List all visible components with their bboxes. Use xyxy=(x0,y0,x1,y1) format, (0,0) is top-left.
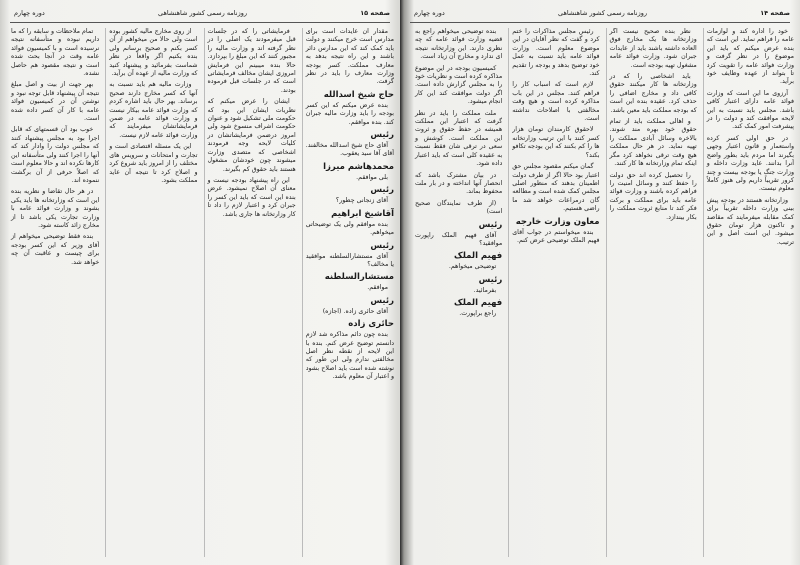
paragraph: در بیان مشترک باشد که انحصار آنها انداخته و در بار ملت محفوظ بماند. xyxy=(415,171,503,196)
paragraph: نظر بنده صحیح نیست اگر وزارتخانه ها یک مخارج فوق العاده داشته باشند باید از عایدات جبران شود. وزارت فوائد عامه مشغول تهیه بودجه است. xyxy=(609,28,697,69)
paragraph: بنده موافقم ولی یک توضیحاتی میخواهم. xyxy=(305,220,394,237)
paragraph: بنده توضیحی میخواهم راجع به قضیه وزارت فوائد عامه که چه نظری دارند. این وزارتخانه نتیجه ای ندارد و مخارج آن زیاد است. xyxy=(415,28,503,61)
newspaper-page-right xyxy=(400,0,800,565)
paragraph: را تحصیل کرده اند حق دولت را حفظ کنند و وسائل امنیت را فراهم کرده باشند و وزارت فوائد عامه باید برای مملکت و برکت فکر کند تا منابع ثروت مملکت را بکار بیندازد. xyxy=(609,171,697,221)
speaker-heading: رئیس xyxy=(478,219,503,230)
paragraph: باید اشخاصی را که در وزارتخانه ها کار میکنند حقوق کافی داد و مخارج اضافی را حذف کرد. عقیده بنده این است که بودجه مملکت باید معین باشد. xyxy=(609,73,697,114)
paragraph: ایشان را عرض میکنم که نظریات ایشان این بود که حکومت ملی تشکیل شود و عنوان حکومت اشراف منسوخ شود ولی امروز درضمن فرمایشاتشان در کلیات لایحه وجه فرمودند اشخاصی که متصدی وزارت میشوند چون خودشان مشغول هستند باید حقوق کم بگیرند. xyxy=(207,98,296,173)
speaker-heading: رئیس xyxy=(478,274,503,285)
paragraph: ملت مملکت را باید در نظر گرفت که اعتبار این مملکت همیشه در حفظ حقوق و ثروت این مملکت است. کوشش و سعی در ترقی شان فقط نسبت به عقیده کلی است که باید اعتبار داده شود. xyxy=(415,109,503,168)
speaker-heading: رئیس xyxy=(370,130,394,141)
paragraph: در هر حال تقاضا و نظریه بنده این است که وزارتخانه ها باید یکی بشوند و وزارت فوائد عامه با وزارت تجارت یکی باشد تا از مخارج زائد کاسته شود. xyxy=(11,188,100,229)
paragraph: آقای حائری زاده. (اجازه) xyxy=(322,307,388,315)
text-column xyxy=(606,28,697,557)
issue-label: دوره چهارم xyxy=(14,9,45,17)
speaker-heading: رئیس xyxy=(370,295,394,306)
paragraph: آقای زنجانی چطور؟ xyxy=(335,197,388,205)
paragraph: خوب بود آن قسمتهای که قابل اجرا بود به مجلس پیشنهاد کنند که مجلس دولت را وادار کند که آنها را اجرا کنند ولی متأسفانه این کارها نکرده اند و حالا معلوم است که اصلاً حرفی از آن برگشت ننموده اند. xyxy=(11,126,100,184)
text-column xyxy=(703,28,794,557)
paragraph: و اهالی مملکت باید از تمام حقوق خود بهره مند شوند. بالاخره وسائل آبادی مملکت را تهیه نماید. در هر حال مملکت هیچ وقت ترقی نخواهد کرد مگر اینکه تمام وزارتخانه ها کار کنند. xyxy=(609,118,697,168)
speaker-heading: محمدهاشم میرزا xyxy=(323,161,394,172)
speaker-heading: حائری زاده xyxy=(348,319,394,330)
paragraph: رئیس مجلس مذاکرات را ختم کرد و گفت که نظر آقایان در این موضوع معلوم است. وزارت فوائد عامه باید نسبت به عمل خود توضیح بدهد و بودجه را تقدیم کند. xyxy=(512,28,600,78)
header-divider xyxy=(410,22,790,23)
page-header xyxy=(14,8,390,18)
paragraph: بفرمائید. xyxy=(473,286,497,294)
speaker-heading: مستشارالسلطنه xyxy=(324,272,394,283)
text-column xyxy=(412,28,502,557)
paragraph: در حق اولی کسر کرده واستعمار و قانون اعتبار وجهی بگیرند اما مردم باید بطور واضح آنرا بدانند. عاید وزارت داخله و وزارت جنگ یا بودجه بیست و چند کرور تقریباً داریم ولی هنوز کاملاً معلوم نیست. xyxy=(706,134,794,193)
paragraph: آرزوی ما این است که وزارت فوائد عامه دارای اعتبار کافی باشد. مجلس باید نسبت به این لایحه موافقت کند و دولت را در پیشرفت امور کمک کند. xyxy=(706,89,794,131)
paragraph: آقای فهیم الملک راپورت موافقید؟ xyxy=(415,231,503,247)
paragraph: وزارت مالیه هم باید نسبت به آنها که کسر مخارج دارند صحیح برساند. بهر حال باید اشاره کردم که وزارت فوائد عامه بیکار نیست و وزارت فوائد عامه در ضمن فرمایشاتشان میفرمایند که وزارت فوائد عامه لازم نیست. xyxy=(109,81,198,139)
speaker-heading: معاون وزارت خارجه xyxy=(515,216,600,227)
paragraph: بلی موافقم. xyxy=(356,173,388,181)
newspaper-title: روزنامه رسمی کشور شاهنشاهی xyxy=(558,9,647,17)
paragraph: خود را اداره کند و لوازمات عامه را فراهم نماید. این است که بنده عرض میکنم که باید این موضوع را در نظر گرفت و وزارت فوائد عامه را تقویت کرد تا بتواند از عهده وظایف خود برآید. xyxy=(706,28,794,86)
paragraph: توضیحی میخواهم. xyxy=(448,263,497,271)
text-column xyxy=(508,28,599,557)
paragraph: این راه پیشنهاد بودجه نیست و معنای آن اصلاح نمیشود. عرض بنده این است که باید این کسر را جبران کرد و اعتبار لازم را داد تا کار وزارتخانه ها جاری باشد. xyxy=(207,176,296,218)
paragraph: این یک مسئله اقتصادی است و تجارت و امتحانات و سرویس های مختلف را از امروز باید شروع کرد و اصلاح کرد تا نتیجه آن عاید مملکت بشود. xyxy=(109,143,198,184)
paragraph: آقای حاج شیخ اسدالله مخالفند. آقای آقا سید یعقوب. xyxy=(305,142,394,158)
paragraph: گمان میکنم مقصود مجلس حق اعتبار بود حالا اگر از طرف دولت اطمینان بدهند که منظور اصلی مجلس کمک شده است و مطالعه گان درمراعات خواهد شد ما راضی هستیم. xyxy=(512,163,600,213)
paragraph: تمام ملاحظات و سابقه را که ما داریم نبوده و متأسفانه نتیجه نرسیده است و با کمیسیون فوائد عامه وقت در آنجا بحث شده است و نتیجه مقصود هم حاصل نشده. xyxy=(10,28,100,78)
paragraph: لاحقوق کارمندان تومان هزار کسر کنند با این ترتیب وزارتخانه ها را کم بکنند که این بودجه تکافو بکند؟ xyxy=(512,126,600,159)
speaker-heading: فهیم الملک xyxy=(454,251,503,262)
paragraph: بنده عرض میکنم که این کسر بودجه را باید وزارت مالیه جبران کند. بنده موافقم. xyxy=(305,101,394,126)
page-number: صفحه ۱۵ xyxy=(360,9,390,17)
speaker-heading: رئیس xyxy=(370,240,394,251)
paragraph: راجع براپورت. xyxy=(459,310,497,318)
paragraph: (از طرف نمایندگان صحیح است) xyxy=(415,199,503,216)
text-column xyxy=(204,28,296,557)
header-divider xyxy=(10,22,390,23)
speaker-heading: آقاشیخ ابراهیم xyxy=(331,208,394,219)
page-number: صفحه ۱۴ xyxy=(760,9,790,17)
newspaper-title: روزنامه رسمی کشور شاهنشاهی xyxy=(158,9,247,17)
text-column xyxy=(8,28,99,557)
paragraph: مقدار آن عایدات است برای مدارس است خرج میکنند و دولت باید کمک کند که این مدارس دائر باشند و این راه نتیجه بدهد به معارف مملکت. کسر بودجه وزارت معارف را باید در نظر گرفت. xyxy=(305,28,394,86)
text-column xyxy=(302,28,394,557)
text-column xyxy=(105,28,197,557)
paragraph: بنده میخواستم در جواب آقای فهیم الملک توضیحی عرض کنم. xyxy=(512,228,600,244)
issue-label: دوره چهارم xyxy=(414,9,445,17)
paragraph: لازم است که اسباب کار را فراهم کنند. مجلس در این باب مذاکره کرده است و هیچ وقت مخالفتی با اصلاحات نداشته است. xyxy=(512,81,600,123)
speaker-heading: حاج شیخ اسدالله xyxy=(323,89,394,100)
paragraph: بنده چون دائم مذاکره شد لازم دانستم توضیح عرض کنم. بنده با این لایحه از نقطه نظر اصل مخالفتی ندارم ولی این طور که نوشته شده است باید اصلاح بشود و اعتبار آن معلوم باشد. xyxy=(305,331,394,381)
paragraph: وزارتخانه هستند در بودجه پیش بینی وزارت داخله تقریباً برای کمک مقابله میفرمایند که مقاصد و تاکنون هزار تومان حقوق میشود. این است اصل و این ترتیب. xyxy=(706,196,794,246)
text-columns xyxy=(8,28,394,557)
paragraph: بنده فقط توضیحی میخواهم از آقای وزیر که این کسر بودجه برای چیست و عاقبت آن چه خواهد شد. xyxy=(11,233,100,266)
paragraph: بهر جهت از بیت و اصل مبلغ نتیجه آن پیشنهاد قابل توجه نبود و نوشتن آن در کمیسیون فوائد عامه با کار آن کسر داده شده است. xyxy=(11,81,100,123)
paragraph: موافقم. xyxy=(367,284,388,292)
text-columns xyxy=(412,28,794,557)
speaker-heading: فهیم الملک xyxy=(454,298,503,309)
paragraph: کمیسیون بودجه در این موضوع مذاکره کرده است و نظریات خود را به مجلس گزارش داده است. اگر دولت موافقت کند این کار انجام میشود. xyxy=(415,64,503,106)
page-header xyxy=(414,8,790,18)
paragraph: فرمایشاتی را که در جلسات قبل میفرمودند یک اصلی را در نظر گرفته اند و وزارت مالیه را مجبور کنند که این مبلغ را بپردازد. حالا بنده میبینم این فرمایش امروزی ایشان مخالف فرمایشاتی است که در جلسات قبل فرموده بودند. xyxy=(207,28,296,94)
speaker-heading: رئیس xyxy=(370,185,394,196)
paragraph: آقای مستشارالسلطنه موافقید یا مخالف؟ xyxy=(305,252,394,268)
paragraph: از روی مخارج مالیه کشور بوده است ولی حالا من میخواهم از آن کسر بکنم و صحیح برسانم ولی بنده بکنیم اگر واقعاً در نظر شماست بفرمائید و پیشنهاد کنید که وزارت مالیه از عهده آن برآید. xyxy=(109,28,198,78)
